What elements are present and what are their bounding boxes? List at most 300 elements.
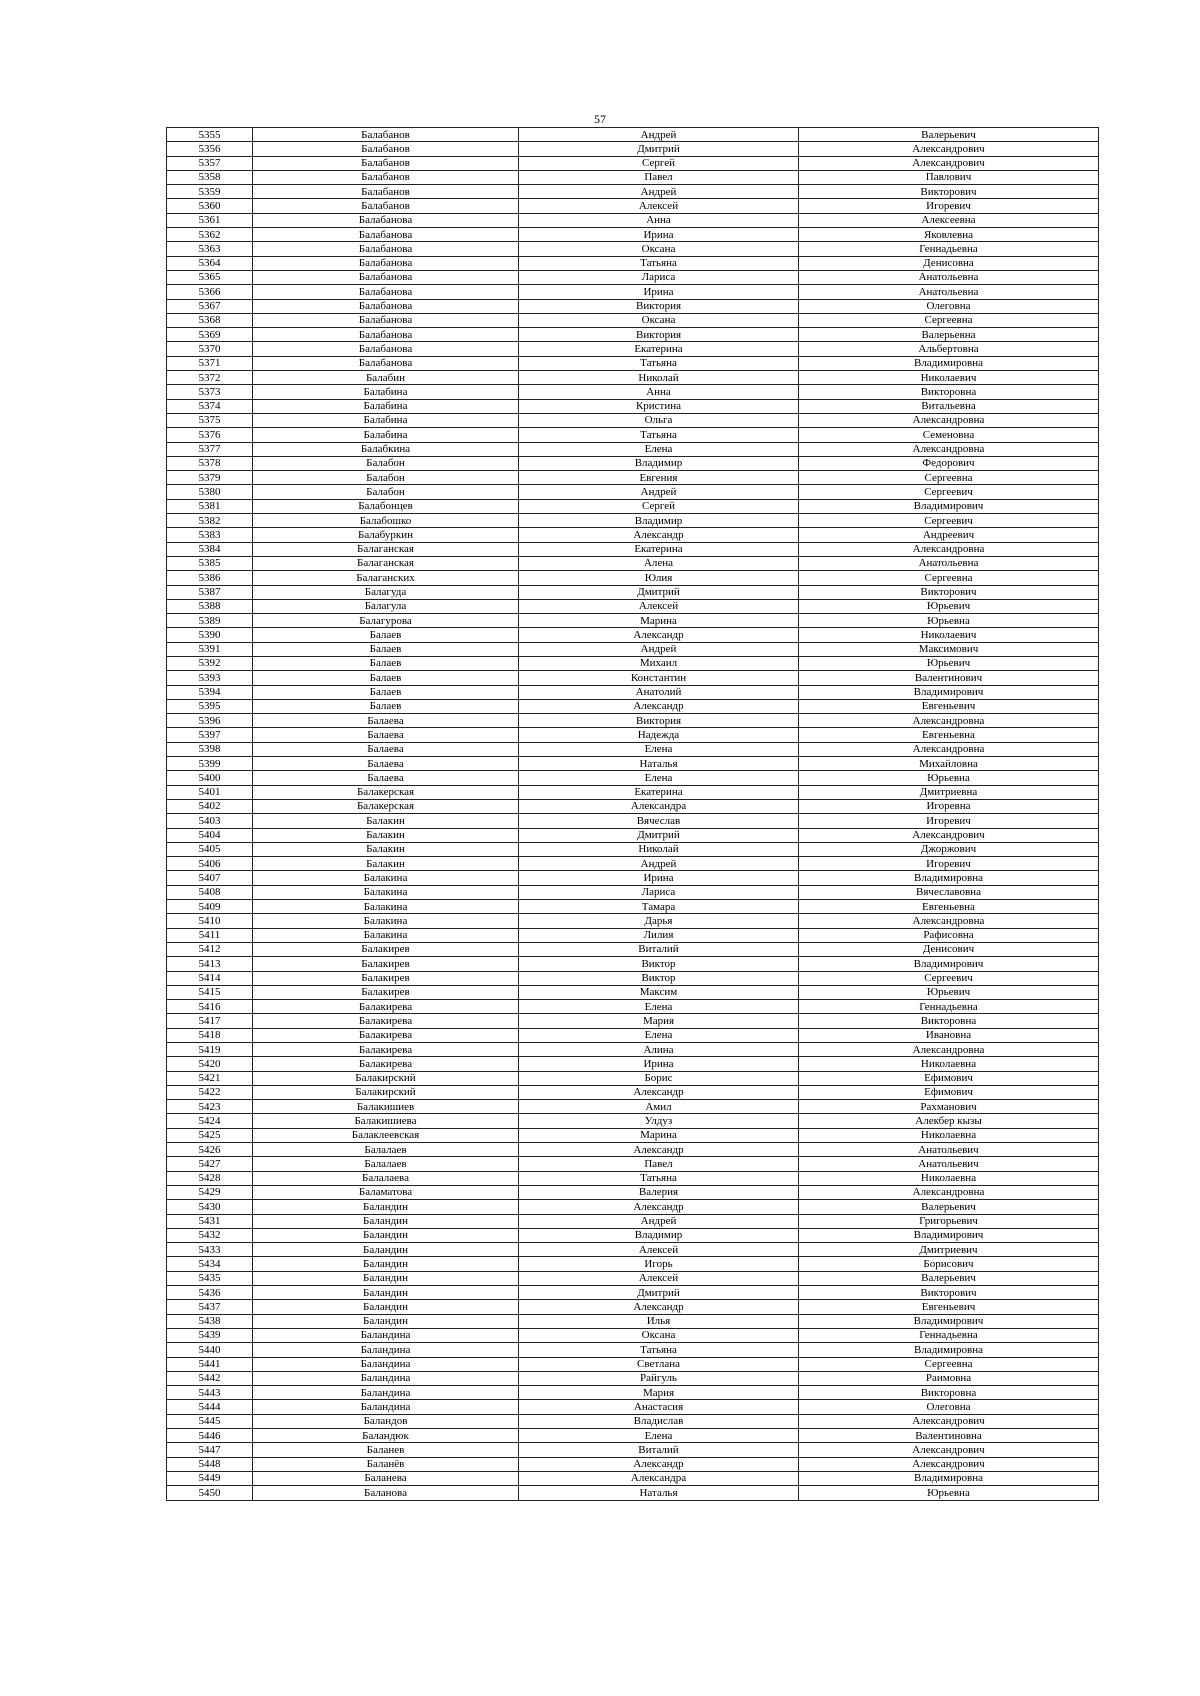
last-name-cell: Балагуда xyxy=(253,585,519,599)
last-name-cell: Балакирева xyxy=(253,1000,519,1014)
patronymic-cell: Викторович xyxy=(799,585,1099,599)
table-row xyxy=(167,1085,1099,1099)
last-name-cell: Балаев xyxy=(253,685,519,699)
first-name-cell: Райгуль xyxy=(519,1371,799,1385)
table-row xyxy=(167,656,1099,670)
first-name-cell: Оксана xyxy=(519,1328,799,1342)
row-number-cell: 5390 xyxy=(167,628,253,642)
last-name-cell: Балабон xyxy=(253,456,519,470)
table-row xyxy=(167,1429,1099,1443)
first-name-cell: Екатерина xyxy=(519,342,799,356)
patronymic-cell: Геннадьевна xyxy=(799,1328,1099,1342)
patronymic-cell: Александрович xyxy=(799,828,1099,842)
table-row xyxy=(167,1400,1099,1414)
row-number-cell: 5424 xyxy=(167,1114,253,1128)
first-name-cell: Алексей xyxy=(519,599,799,613)
last-name-cell: Балабанова xyxy=(253,328,519,342)
table-row xyxy=(167,156,1099,170)
first-name-cell: Марина xyxy=(519,614,799,628)
patronymic-cell: Анатольевич xyxy=(799,1157,1099,1171)
patronymic-cell: Николаевич xyxy=(799,371,1099,385)
row-number-cell: 5443 xyxy=(167,1386,253,1400)
first-name-cell: Александр xyxy=(519,699,799,713)
last-name-cell: Балабанова xyxy=(253,313,519,327)
last-name-cell: Баландин xyxy=(253,1243,519,1257)
row-number-cell: 5418 xyxy=(167,1028,253,1042)
first-name-cell: Татьяна xyxy=(519,1343,799,1357)
table-row xyxy=(167,614,1099,628)
last-name-cell: Балабошко xyxy=(253,514,519,528)
first-name-cell: Алексей xyxy=(519,1243,799,1257)
row-number-cell: 5429 xyxy=(167,1185,253,1199)
table-row xyxy=(167,1371,1099,1385)
table-row xyxy=(167,628,1099,642)
row-number-cell: 5404 xyxy=(167,828,253,842)
patronymic-cell: Сергеевна xyxy=(799,313,1099,327)
row-number-cell: 5364 xyxy=(167,256,253,270)
first-name-cell: Дмитрий xyxy=(519,828,799,842)
table-row xyxy=(167,313,1099,327)
table-row xyxy=(167,385,1099,399)
patronymic-cell: Александровна xyxy=(799,413,1099,427)
last-name-cell: Балакерская xyxy=(253,785,519,799)
table-row xyxy=(167,885,1099,899)
table-row xyxy=(167,971,1099,985)
row-number-cell: 5419 xyxy=(167,1043,253,1057)
patronymic-cell: Григорьевич xyxy=(799,1214,1099,1228)
first-name-cell: Наталья xyxy=(519,1486,799,1500)
patronymic-cell: Юрьевна xyxy=(799,1486,1099,1500)
first-name-cell: Елена xyxy=(519,442,799,456)
first-name-cell: Николай xyxy=(519,842,799,856)
first-name-cell: Андрей xyxy=(519,642,799,656)
last-name-cell: Баланева xyxy=(253,1471,519,1485)
last-name-cell: Балалаев xyxy=(253,1157,519,1171)
table-row xyxy=(167,1100,1099,1114)
patronymic-cell: Юрьевна xyxy=(799,614,1099,628)
table-row xyxy=(167,1286,1099,1300)
row-number-cell: 5383 xyxy=(167,528,253,542)
row-number-cell: 5357 xyxy=(167,156,253,170)
last-name-cell: Балаева xyxy=(253,757,519,771)
table-row xyxy=(167,814,1099,828)
patronymic-cell: Сергеевна xyxy=(799,571,1099,585)
table-row xyxy=(167,285,1099,299)
row-number-cell: 5382 xyxy=(167,514,253,528)
table-row xyxy=(167,542,1099,556)
table-row xyxy=(167,1043,1099,1057)
first-name-cell: Виктория xyxy=(519,299,799,313)
table-row xyxy=(167,342,1099,356)
first-name-cell: Дмитрий xyxy=(519,1286,799,1300)
patronymic-cell: Николаевна xyxy=(799,1171,1099,1185)
table-row xyxy=(167,428,1099,442)
last-name-cell: Балакирев xyxy=(253,971,519,985)
patronymic-cell: Денисович xyxy=(799,942,1099,956)
first-name-cell: Илья xyxy=(519,1314,799,1328)
last-name-cell: Балабуркин xyxy=(253,528,519,542)
row-number-cell: 5355 xyxy=(167,128,253,142)
last-name-cell: Балакирева xyxy=(253,1028,519,1042)
patronymic-cell: Геннадьевна xyxy=(799,242,1099,256)
last-name-cell: Балабина xyxy=(253,413,519,427)
first-name-cell: Ирина xyxy=(519,285,799,299)
row-number-cell: 5410 xyxy=(167,914,253,928)
last-name-cell: Балалаев xyxy=(253,1143,519,1157)
table-row xyxy=(167,199,1099,213)
first-name-cell: Виктория xyxy=(519,328,799,342)
patronymic-cell: Владимирович xyxy=(799,499,1099,513)
first-name-cell: Тамара xyxy=(519,900,799,914)
patronymic-cell: Сергеевич xyxy=(799,485,1099,499)
last-name-cell: Баландина xyxy=(253,1357,519,1371)
row-number-cell: 5393 xyxy=(167,671,253,685)
patronymic-cell: Евгеньевич xyxy=(799,699,1099,713)
patronymic-cell: Викторовна xyxy=(799,385,1099,399)
first-name-cell: Владимир xyxy=(519,1228,799,1242)
first-name-cell: Виталий xyxy=(519,942,799,956)
table-row xyxy=(167,228,1099,242)
first-name-cell: Алина xyxy=(519,1043,799,1057)
last-name-cell: Баландина xyxy=(253,1371,519,1385)
table-row xyxy=(167,442,1099,456)
row-number-cell: 5436 xyxy=(167,1286,253,1300)
row-number-cell: 5430 xyxy=(167,1200,253,1214)
first-name-cell: Максим xyxy=(519,985,799,999)
registry-body xyxy=(167,128,1099,1501)
last-name-cell: Балаганских xyxy=(253,571,519,585)
first-name-cell: Александр xyxy=(519,1085,799,1099)
last-name-cell: Балакина xyxy=(253,885,519,899)
table-row xyxy=(167,942,1099,956)
patronymic-cell: Викторович xyxy=(799,1286,1099,1300)
last-name-cell: Баланев xyxy=(253,1443,519,1457)
last-name-cell: Балакишиев xyxy=(253,1100,519,1114)
table-row xyxy=(167,1200,1099,1214)
last-name-cell: Балабанов xyxy=(253,156,519,170)
row-number-cell: 5431 xyxy=(167,1214,253,1228)
last-name-cell: Балакирский xyxy=(253,1085,519,1099)
table-row xyxy=(167,128,1099,142)
last-name-cell: Балабонцев xyxy=(253,499,519,513)
row-number-cell: 5368 xyxy=(167,313,253,327)
first-name-cell: Дмитрий xyxy=(519,142,799,156)
last-name-cell: Балаева xyxy=(253,742,519,756)
row-number-cell: 5447 xyxy=(167,1443,253,1457)
row-number-cell: 5442 xyxy=(167,1371,253,1385)
patronymic-cell: Юрьевна xyxy=(799,771,1099,785)
last-name-cell: Балаев xyxy=(253,699,519,713)
last-name-cell: Баландин xyxy=(253,1200,519,1214)
table-row xyxy=(167,699,1099,713)
table-row xyxy=(167,242,1099,256)
table-row xyxy=(167,757,1099,771)
row-number-cell: 5365 xyxy=(167,270,253,284)
last-name-cell: Баланёв xyxy=(253,1457,519,1471)
table-row xyxy=(167,742,1099,756)
first-name-cell: Виталий xyxy=(519,1443,799,1457)
last-name-cell: Балабкина xyxy=(253,442,519,456)
first-name-cell: Андрей xyxy=(519,185,799,199)
last-name-cell: Балакишиева xyxy=(253,1114,519,1128)
patronymic-cell: Сергеевич xyxy=(799,514,1099,528)
row-number-cell: 5394 xyxy=(167,685,253,699)
patronymic-cell: Николаевич xyxy=(799,628,1099,642)
row-number-cell: 5399 xyxy=(167,757,253,771)
last-name-cell: Балабанова xyxy=(253,270,519,284)
patronymic-cell: Алексеевна xyxy=(799,213,1099,227)
first-name-cell: Михаил xyxy=(519,656,799,670)
last-name-cell: Балакин xyxy=(253,828,519,842)
last-name-cell: Балабин xyxy=(253,371,519,385)
last-name-cell: Балакерская xyxy=(253,799,519,813)
patronymic-cell: Игоревна xyxy=(799,799,1099,813)
first-name-cell: Марина xyxy=(519,1128,799,1142)
patronymic-cell: Павлович xyxy=(799,170,1099,184)
row-number-cell: 5434 xyxy=(167,1257,253,1271)
last-name-cell: Балабанова xyxy=(253,299,519,313)
row-number-cell: 5412 xyxy=(167,942,253,956)
first-name-cell: Ирина xyxy=(519,228,799,242)
patronymic-cell: Ефимович xyxy=(799,1085,1099,1099)
patronymic-cell: Джоржович xyxy=(799,842,1099,856)
table-row xyxy=(167,1443,1099,1457)
patronymic-cell: Юрьевич xyxy=(799,985,1099,999)
first-name-cell: Андрей xyxy=(519,485,799,499)
table-row xyxy=(167,1057,1099,1071)
patronymic-cell: Николаевна xyxy=(799,1057,1099,1071)
patronymic-cell: Александрович xyxy=(799,142,1099,156)
first-name-cell: Татьяна xyxy=(519,356,799,370)
row-number-cell: 5444 xyxy=(167,1400,253,1414)
row-number-cell: 5385 xyxy=(167,556,253,570)
patronymic-cell: Владимировна xyxy=(799,871,1099,885)
last-name-cell: Балабанова xyxy=(253,256,519,270)
row-number-cell: 5377 xyxy=(167,442,253,456)
first-name-cell: Константин xyxy=(519,671,799,685)
table-row xyxy=(167,771,1099,785)
first-name-cell: Анастасия xyxy=(519,1400,799,1414)
last-name-cell: Балакина xyxy=(253,900,519,914)
row-number-cell: 5440 xyxy=(167,1343,253,1357)
table-row xyxy=(167,871,1099,885)
row-number-cell: 5376 xyxy=(167,428,253,442)
row-number-cell: 5360 xyxy=(167,199,253,213)
table-row xyxy=(167,685,1099,699)
patronymic-cell: Владимирович xyxy=(799,685,1099,699)
patronymic-cell: Юрьевич xyxy=(799,656,1099,670)
table-row xyxy=(167,1014,1099,1028)
first-name-cell: Виктор xyxy=(519,971,799,985)
row-number-cell: 5426 xyxy=(167,1143,253,1157)
patronymic-cell: Александровна xyxy=(799,542,1099,556)
patronymic-cell: Федорович xyxy=(799,456,1099,470)
first-name-cell: Анна xyxy=(519,213,799,227)
row-number-cell: 5449 xyxy=(167,1471,253,1485)
row-number-cell: 5392 xyxy=(167,656,253,670)
table-row xyxy=(167,1143,1099,1157)
first-name-cell: Виктория xyxy=(519,714,799,728)
table-row xyxy=(167,356,1099,370)
patronymic-cell: Геннадьевна xyxy=(799,1000,1099,1014)
row-number-cell: 5421 xyxy=(167,1071,253,1085)
row-number-cell: 5446 xyxy=(167,1429,253,1443)
row-number-cell: 5395 xyxy=(167,699,253,713)
table-row xyxy=(167,556,1099,570)
first-name-cell: Александра xyxy=(519,1471,799,1485)
first-name-cell: Екатерина xyxy=(519,785,799,799)
table-row xyxy=(167,1128,1099,1142)
last-name-cell: Балабанов xyxy=(253,185,519,199)
patronymic-cell: Михайловна xyxy=(799,757,1099,771)
patronymic-cell: Вячеславовна xyxy=(799,885,1099,899)
first-name-cell: Юлия xyxy=(519,571,799,585)
row-number-cell: 5432 xyxy=(167,1228,253,1242)
table-row xyxy=(167,456,1099,470)
last-name-cell: Балакина xyxy=(253,928,519,942)
last-name-cell: Баламатова xyxy=(253,1185,519,1199)
row-number-cell: 5409 xyxy=(167,900,253,914)
last-name-cell: Балабанова xyxy=(253,285,519,299)
last-name-cell: Балалаева xyxy=(253,1171,519,1185)
row-number-cell: 5388 xyxy=(167,599,253,613)
table-row xyxy=(167,1114,1099,1128)
last-name-cell: Балабон xyxy=(253,485,519,499)
patronymic-cell: Игоревич xyxy=(799,857,1099,871)
first-name-cell: Дмитрий xyxy=(519,585,799,599)
patronymic-cell: Николаевна xyxy=(799,1128,1099,1142)
last-name-cell: Балаев xyxy=(253,642,519,656)
last-name-cell: Балакирева xyxy=(253,1014,519,1028)
last-name-cell: Балабина xyxy=(253,385,519,399)
first-name-cell: Андрей xyxy=(519,128,799,142)
first-name-cell: Лариса xyxy=(519,270,799,284)
patronymic-cell: Евгеньевна xyxy=(799,900,1099,914)
row-number-cell: 5427 xyxy=(167,1157,253,1171)
table-row xyxy=(167,585,1099,599)
first-name-cell: Виктор xyxy=(519,957,799,971)
table-row xyxy=(167,1214,1099,1228)
first-name-cell: Александр xyxy=(519,1457,799,1471)
first-name-cell: Александра xyxy=(519,799,799,813)
first-name-cell: Владислав xyxy=(519,1414,799,1428)
row-number-cell: 5405 xyxy=(167,842,253,856)
patronymic-cell: Александровна xyxy=(799,442,1099,456)
row-number-cell: 5416 xyxy=(167,1000,253,1014)
patronymic-cell: Валерьевич xyxy=(799,128,1099,142)
first-name-cell: Екатерина xyxy=(519,542,799,556)
table-row xyxy=(167,1300,1099,1314)
table-row xyxy=(167,142,1099,156)
row-number-cell: 5402 xyxy=(167,799,253,813)
patronymic-cell: Владимирович xyxy=(799,1228,1099,1242)
row-number-cell: 5445 xyxy=(167,1414,253,1428)
table-row xyxy=(167,499,1099,513)
row-number-cell: 5372 xyxy=(167,371,253,385)
first-name-cell: Владимир xyxy=(519,456,799,470)
first-name-cell: Мария xyxy=(519,1014,799,1028)
first-name-cell: Евгения xyxy=(519,471,799,485)
last-name-cell: Балакина xyxy=(253,914,519,928)
last-name-cell: Балагурова xyxy=(253,614,519,628)
patronymic-cell: Александрович xyxy=(799,156,1099,170)
row-number-cell: 5361 xyxy=(167,213,253,227)
patronymic-cell: Олеговна xyxy=(799,299,1099,313)
table-row xyxy=(167,471,1099,485)
table-row xyxy=(167,599,1099,613)
first-name-cell: Александр xyxy=(519,528,799,542)
last-name-cell: Баландина xyxy=(253,1400,519,1414)
table-row xyxy=(167,1386,1099,1400)
first-name-cell: Дарья xyxy=(519,914,799,928)
last-name-cell: Балаганская xyxy=(253,542,519,556)
table-row xyxy=(167,1343,1099,1357)
patronymic-cell: Яковлевна xyxy=(799,228,1099,242)
last-name-cell: Баландин xyxy=(253,1286,519,1300)
last-name-cell: Балакирев xyxy=(253,957,519,971)
table-row xyxy=(167,671,1099,685)
table-row xyxy=(167,185,1099,199)
last-name-cell: Балабанова xyxy=(253,342,519,356)
patronymic-cell: Валентинович xyxy=(799,671,1099,685)
first-name-cell: Сергей xyxy=(519,499,799,513)
patronymic-cell: Александровна xyxy=(799,1043,1099,1057)
first-name-cell: Вячеслав xyxy=(519,814,799,828)
row-number-cell: 5406 xyxy=(167,857,253,871)
first-name-cell: Борис xyxy=(519,1071,799,1085)
row-number-cell: 5414 xyxy=(167,971,253,985)
table-row xyxy=(167,1486,1099,1500)
first-name-cell: Игорь xyxy=(519,1257,799,1271)
row-number-cell: 5411 xyxy=(167,928,253,942)
row-number-cell: 5437 xyxy=(167,1300,253,1314)
table-row xyxy=(167,928,1099,942)
first-name-cell: Ирина xyxy=(519,871,799,885)
table-row xyxy=(167,1414,1099,1428)
last-name-cell: Балакирский xyxy=(253,1071,519,1085)
last-name-cell: Балаклеевская xyxy=(253,1128,519,1142)
patronymic-cell: Борисович xyxy=(799,1257,1099,1271)
row-number-cell: 5415 xyxy=(167,985,253,999)
first-name-cell: Наталья xyxy=(519,757,799,771)
table-row xyxy=(167,900,1099,914)
last-name-cell: Балагула xyxy=(253,599,519,613)
row-number-cell: 5380 xyxy=(167,485,253,499)
first-name-cell: Елена xyxy=(519,1000,799,1014)
last-name-cell: Баландов xyxy=(253,1414,519,1428)
patronymic-cell: Рафисовна xyxy=(799,928,1099,942)
patronymic-cell: Сергеевна xyxy=(799,1357,1099,1371)
first-name-cell: Татьяна xyxy=(519,1171,799,1185)
table-row xyxy=(167,1071,1099,1085)
first-name-cell: Алексей xyxy=(519,1271,799,1285)
first-name-cell: Надежда xyxy=(519,728,799,742)
row-number-cell: 5441 xyxy=(167,1357,253,1371)
table-row xyxy=(167,170,1099,184)
last-name-cell: Балаев xyxy=(253,628,519,642)
last-name-cell: Баландин xyxy=(253,1228,519,1242)
first-name-cell: Алена xyxy=(519,556,799,570)
first-name-cell: Оксана xyxy=(519,313,799,327)
last-name-cell: Балакирев xyxy=(253,942,519,956)
row-number-cell: 5370 xyxy=(167,342,253,356)
last-name-cell: Баланова xyxy=(253,1486,519,1500)
table-row xyxy=(167,642,1099,656)
last-name-cell: Балабина xyxy=(253,399,519,413)
first-name-cell: Елена xyxy=(519,771,799,785)
table-row xyxy=(167,1157,1099,1171)
last-name-cell: Балакин xyxy=(253,814,519,828)
